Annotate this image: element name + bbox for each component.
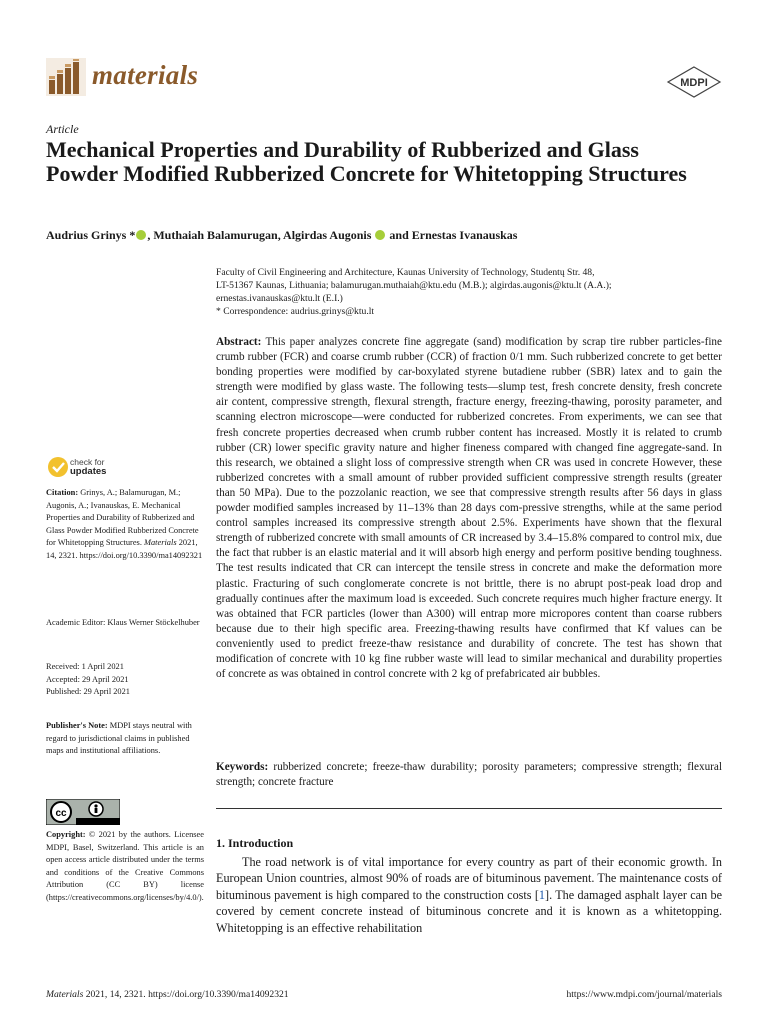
intro-text: The road network is of vital importance for every country as part of their economic growth. In European Union countries, almost 90% of roads are of bituminous pavement. The maintenance costs of bituminous pavement is high compared to the construction costs [ — [216, 855, 722, 902]
introduction-text — [216, 854, 722, 936]
citation-block — [46, 487, 204, 563]
abstract-text: This paper analyzes concrete fine aggregate (sand) modification by scrap tire rubber particles-fine crumb rubber (FCR) and coarse crumb rubber (CCR) of fraction 0/1 mm. Such rubberized concrete to get better bonding properties were modified by car-boxylated styrene butadiene rubber (SBR) latex and to gain the strength were modified by glass waste. The following tests—slump test, fresh concrete density, fresh concrete air content, compressive strength, flexural strength, fracture energy, freezing-thawing, porosity parameter, and scanning electron microscope—were conducted for rubberized concretes. From experiments, we can see that fresh concrete properties decreased when crumb rubber content has increased. Mostly it is related to crumb rubber (CR) lower specific gravity nature and higher fineness compared with changed fine aggregate-sand. In this research, we obtained a slight loss of compressive strength when CR was used in concrete However, these rubberized concretes with a small amount of rubber provided sufficient compressive strength results (greater than 50 MPa). Due to the pozzolanic reaction, we see that compressive strength results after 56 days in glass powder modified samples increased by 11–13% than 28 days com-pressive strengths, while at the same period control samples increased its compressive strength about 2.5%. Experiments have shown that the flexural strength of rubberized concrete with small amounts of CR increased by 3.4–15.8% compared to control mix, due the fact that rubber is an elastic material and it will absorb high energy and perform positive bending toughness. The test results indicated that CR can intercept the tensile stress in concrete and make the deformation more plastic. Fracturing of such conglomerate concrete is not brittle, there is no abrupt post-peak load drop and gradually continues after the maximum load is exceeded. Such concrete requires much higher fracture energy. It was obtained that FCR particles (lower than A300) will entrap more micropores content than coarse rubbers because due to their high specific area. Freezing-thawing results have confirmed that Kf values can be conveniently used to predict freeze-thaw resistance and durability of concrete. The test has shown that modification of concrete with 10 kg fine rubber waste will lead to similar mechanical and durability properties of concrete as was obtained in control concrete with 2 kg of prefabricated air bubbles. — [216, 336, 722, 681]
mdpi-logo-icon — [666, 66, 722, 98]
check-for-updates-label[interactable] — [70, 458, 106, 476]
article-title: Mechanical Properties and Durability of Rubberized and Glass Powder Modified Rubberized Concrete for Whitetopping Structures — [46, 137, 687, 186]
section-heading: 1. Introduction — [216, 836, 294, 850]
copyright-text: © 2021 by the authors. Licensee MDPI, Basel, Switzerland. This article is an open access article distributed under the terms and conditions of the Creative Commons Attribution (CC BY) license (https://creativecommons.org/licenses/by/4.0/). — [46, 830, 204, 902]
publishers-note — [46, 720, 204, 758]
check-for-updates-line: updates — [70, 466, 107, 477]
received-date: Received: 1 April 2021 — [46, 662, 124, 671]
copyright-label: Copyright: — [46, 830, 86, 839]
article-type: Article — [46, 122, 79, 136]
article-dates — [46, 661, 204, 699]
abstract-label: Abstract: — [216, 336, 262, 348]
journal-name: materials — [92, 60, 199, 90]
affiliation-line: ernestas.ivanauskas@ktu.lt (E.I.) — [216, 293, 343, 304]
abstract — [216, 335, 722, 682]
author-name: and Ernestas Ivanauskas — [386, 228, 518, 242]
affiliation-line: LT-51367 Kaunas, Lithuania; balamurugan.muthaiah@ktu.edu (M.B.); algirdas.augonis@ktu.lt (A.A.); — [216, 280, 612, 291]
academic-editor: Academic Editor: Klaus Werner Stöckelhuber — [46, 618, 200, 627]
citation-journal: Materials — [144, 538, 177, 548]
section-divider — [216, 808, 722, 809]
affiliation — [216, 266, 726, 318]
keywords — [216, 760, 722, 790]
published-date: Published: 29 April 2021 — [46, 687, 130, 697]
citation-text: Grinys, A.; Balamurugan, M.; Augonis, A.; Ivanauskas, E. Mechanical Properties and Durability of Rubberized and Glass Powder Modified Rubberized Concrete for Whitetopping Structures. — [46, 488, 199, 548]
footer-journal: Materials — [46, 989, 84, 1000]
author-name: Audrius Grinys * — [46, 228, 136, 242]
keywords-text: rubberized concrete; freeze-thaw durability; porosity parameters; compressive strength; flexural strength; concrete fracture — [216, 761, 722, 788]
orcid-icon[interactable] — [136, 230, 146, 240]
note-label: Publisher's Note: — [46, 721, 108, 730]
cc-by-license-icon[interactable] — [46, 799, 120, 825]
citation-text: 2021, 14, 2321. https://doi.org/10.3390/ma14092321 — [46, 538, 203, 560]
author-list — [46, 228, 746, 243]
reference-link[interactable]: 1 — [538, 887, 546, 902]
copyright-notice — [46, 829, 204, 905]
mdpi-logo-text: MDPI — [680, 77, 708, 89]
affiliation-line: Faculty of Civil Engineering and Architecture, Kaunas University of Technology, Studentų Str. 48, — [216, 267, 595, 278]
check-for-updates-line: check for — [70, 457, 105, 467]
orcid-icon[interactable] — [375, 230, 385, 240]
footer-url[interactable]: https://www.mdpi.com/journal/materials — [566, 989, 722, 1000]
note-text: MDPI stays neutral with regard to jurisdictional claims in published maps and institutional affiliations. — [46, 721, 192, 756]
accepted-date: Accepted: 29 April 2021 — [46, 674, 129, 684]
keywords-label: Keywords: — [216, 761, 269, 773]
correspondence: * Correspondence: audrius.grinys@ktu.lt — [216, 306, 375, 317]
footer-citation — [46, 989, 289, 1000]
svg-text:cc: cc — [55, 808, 67, 819]
intro-text: ]. The damaged asphalt layer can be covered by cement concrete instead of bituminous concrete and it is known as a whitetopping. Whitetopping is an effective rehabilitation — [216, 887, 722, 935]
footer-citation-text: 2021, 14, 2321. https://doi.org/10.3390/ma14092321 — [83, 989, 289, 1000]
journal-logo-icon — [46, 58, 86, 96]
author-name: , Muthaiah Balamurugan, Algirdas Augonis — [147, 228, 375, 242]
citation-label: Citation: — [46, 488, 79, 497]
